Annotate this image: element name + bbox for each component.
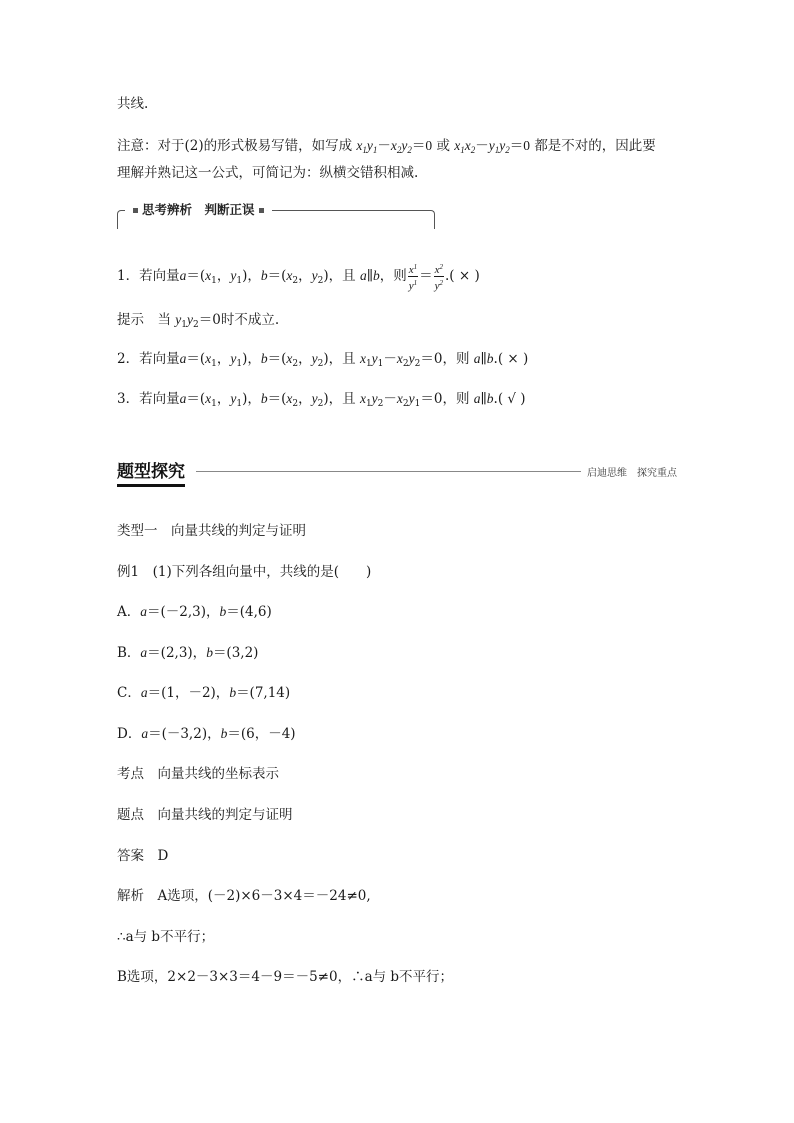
square-icon (133, 208, 138, 213)
question-2: 2．若向量$a=(x_1$，$y_1$)，$b=(x_2$，$y_2$)，且 $x_1y_1-x_2y_2=0$，则 a∥b.( × ) (117, 351, 529, 369)
option-b: B．a＝(2,3)，b＝(3,2) (117, 645, 259, 661)
q1-mark: ( × ) (449, 268, 480, 284)
thinking-title (125, 202, 272, 218)
example-line: 例1 (1)下列各组向量中，共线的是( ) (117, 564, 372, 580)
note-suffix: 都是不对的，因此要 (534, 138, 656, 154)
q1-fraction-left: $\frac{x^1}{y^1}$ (408, 263, 418, 292)
q1-then: 则 (393, 268, 407, 284)
option-c-label: C． (117, 685, 141, 701)
q2-mark: ( × ) (497, 351, 529, 367)
option-d-label: D． (117, 726, 142, 742)
note-formula-1: $x_1y_1-x_2y_2=0$ (356, 138, 433, 155)
note-line-2: 理解并熟记这一公式，可简记为：纵横交错积相减. (117, 165, 419, 181)
kaodian-line: 考点 向量共线的坐标表示 (117, 766, 279, 782)
section-subtitle: 启迪思维 探究重点 (587, 468, 677, 479)
q1-vectors: $a=(x_1$，$y_1$)，$b=(x_2$，$y_2$)， (179, 268, 343, 286)
question-1: 1．若向量$a=(x_1$，$y_1$)，$b=(x_2$，$y_2$)，且 a∥b，则 $\frac{x^1}{y^1}$ ＝ $\frac{x^2}{y^2}$ .( × ) (117, 263, 480, 292)
note-line-1 (117, 137, 656, 159)
hint-line: 提示 当 $y_1y_2=0$时不成立. (117, 312, 280, 330)
section-title: 题型探究 (117, 461, 185, 487)
option-a-label: A． (117, 604, 141, 620)
section-divider (196, 471, 581, 472)
q1-mid: 且 (342, 268, 356, 284)
analysis-line: 解析 A选项，(－2)×6－3×4＝－24≠0, (117, 888, 371, 904)
option-b-analysis: B选项，2×2－3×3＝4－9＝－5≠0，∴a与 b不平行； (117, 969, 454, 985)
hint-prefix: 提示 当 (117, 312, 171, 328)
therefore-line: ∴a与 b不平行； (117, 929, 215, 945)
thinking-title-text: 思考辨析 判断正误 (142, 202, 255, 217)
question-3: 3．若向量$a=(x_1$，$y_1$)，$b=(x_2$，$y_2$)，且 $x_1y_2-x_2y_1=0$，则 a∥b.( √ ) (117, 391, 526, 409)
hint-suffix: 时不成立. (220, 312, 280, 328)
option-c: C．a＝(1，－2)，b＝(7,14) (117, 685, 291, 701)
q3-prefix: 3．若向量 (117, 391, 180, 407)
answer-line: 答案 D (117, 848, 169, 864)
tidian-line: 题点 向量共线的判定与证明 (117, 807, 293, 823)
square-icon (259, 208, 264, 213)
note-prefix: 注意：对于(2)的形式极易写错，如写成 (117, 138, 353, 154)
option-a: A．a＝(－2,3)，b＝(4,6) (117, 604, 272, 620)
intro-line: 共线. (117, 96, 149, 112)
q2-prefix: 2．若向量 (117, 351, 180, 367)
option-b-label: B． (117, 645, 141, 661)
q3-mark: ( √ ) (497, 391, 526, 407)
q1-fraction-right: $\frac{x^2}{y^2}$ (434, 263, 443, 292)
note-formula-2: $x_1x_2-y_1y_2=0$ (454, 138, 531, 155)
type-heading: 类型一 向量共线的判定与证明 (117, 523, 306, 539)
option-d: D．a＝(－3,2)，b＝(6，－4) (117, 726, 296, 742)
q1-prefix: 1．若向量 (117, 268, 180, 284)
note-or: 或 (436, 138, 450, 154)
